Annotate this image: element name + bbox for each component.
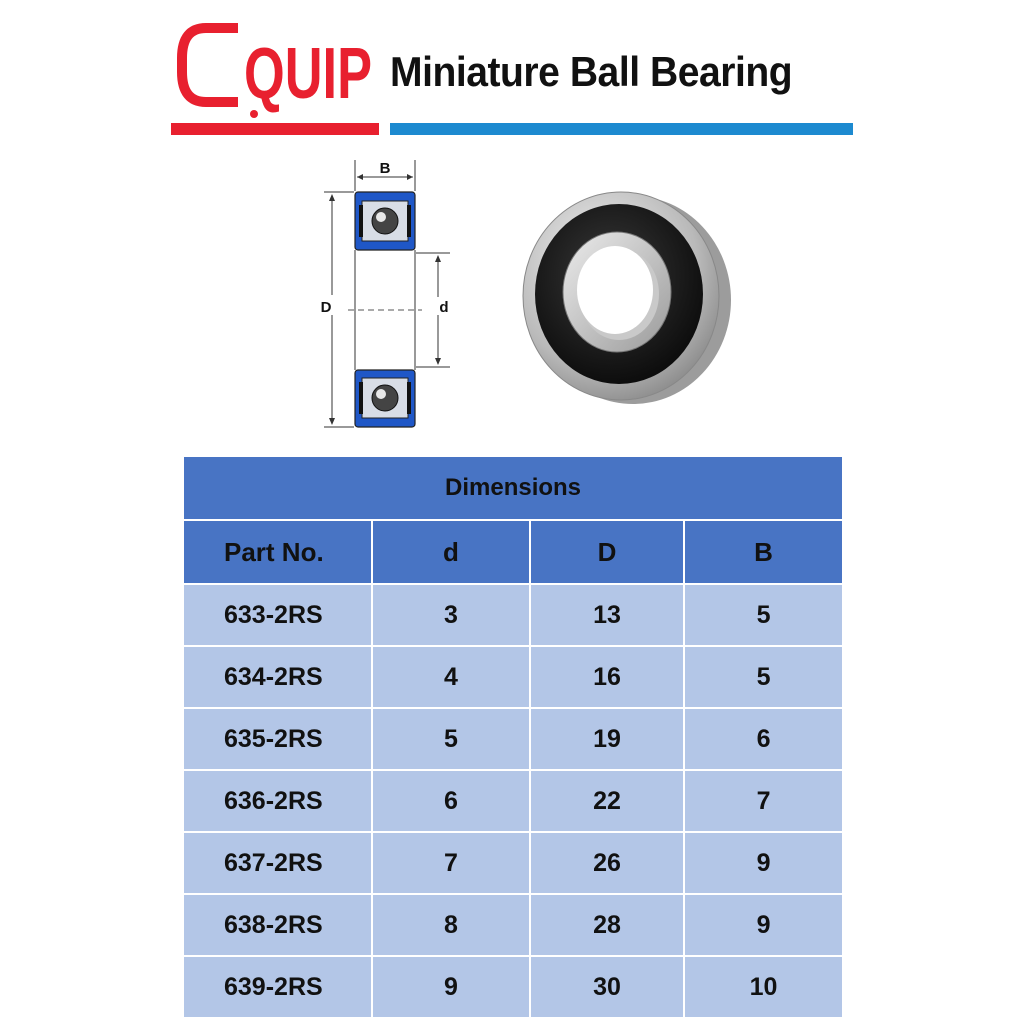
part-number-cell: 636-2RS [183,770,372,832]
dimension-label-d: d [439,299,449,316]
table-cell: 5 [684,584,843,646]
table-row [183,894,843,956]
dimension-label-B: B [379,160,391,177]
table-cell: 4 [372,646,530,708]
table-caption: Dimensions [183,456,843,520]
part-number-cell: 635-2RS [183,708,372,770]
table-cell: 5 [684,646,843,708]
table-row [183,584,843,646]
quip-logo [176,20,376,120]
bottom-ring-section [355,370,415,427]
table-cell: 30 [530,956,684,1018]
table-cell: 7 [372,832,530,894]
column-header-part-no: Part No. [183,520,372,584]
page-title: Miniature Ball Bearing [390,48,793,95]
table-cell: 6 [372,770,530,832]
red-rule [171,123,379,135]
part-number-cell: 634-2RS [183,646,372,708]
table-cell: 7 [684,770,843,832]
blue-rule [390,123,853,135]
table-cell: 8 [372,894,530,956]
part-number-cell: 639-2RS [183,956,372,1018]
top-ring-section [355,192,415,250]
table-row [183,708,843,770]
table-cell: 19 [530,708,684,770]
table-cell: 10 [684,956,843,1018]
bearing-cross-section-diagram [310,155,460,435]
column-header-D-outer: D [530,520,684,584]
table-cell: 13 [530,584,684,646]
table-cell: 26 [530,832,684,894]
part-number-cell: 638-2RS [183,894,372,956]
table-cell: 9 [684,894,843,956]
table-cell: 9 [684,832,843,894]
logo-text: QUIP [244,34,372,114]
table-row [183,956,843,1018]
part-number-cell: 633-2RS [183,584,372,646]
dimension-label-D: D [320,299,332,316]
table-cell: 6 [684,708,843,770]
table-cell: 22 [530,770,684,832]
table-cell: 28 [530,894,684,956]
dimensions-table [182,455,844,1019]
table-row [183,832,843,894]
table-cell: 5 [372,708,530,770]
column-header-d-inner: d [372,520,530,584]
part-number-cell: 637-2RS [183,832,372,894]
dimensions-table-container [182,455,842,1024]
table-cell: 16 [530,646,684,708]
bearing-photo [515,188,735,408]
table-row [183,770,843,832]
table-row [183,646,843,708]
table-cell: 9 [372,956,530,1018]
column-header-B-width: B [684,520,843,584]
table-cell: 3 [372,584,530,646]
